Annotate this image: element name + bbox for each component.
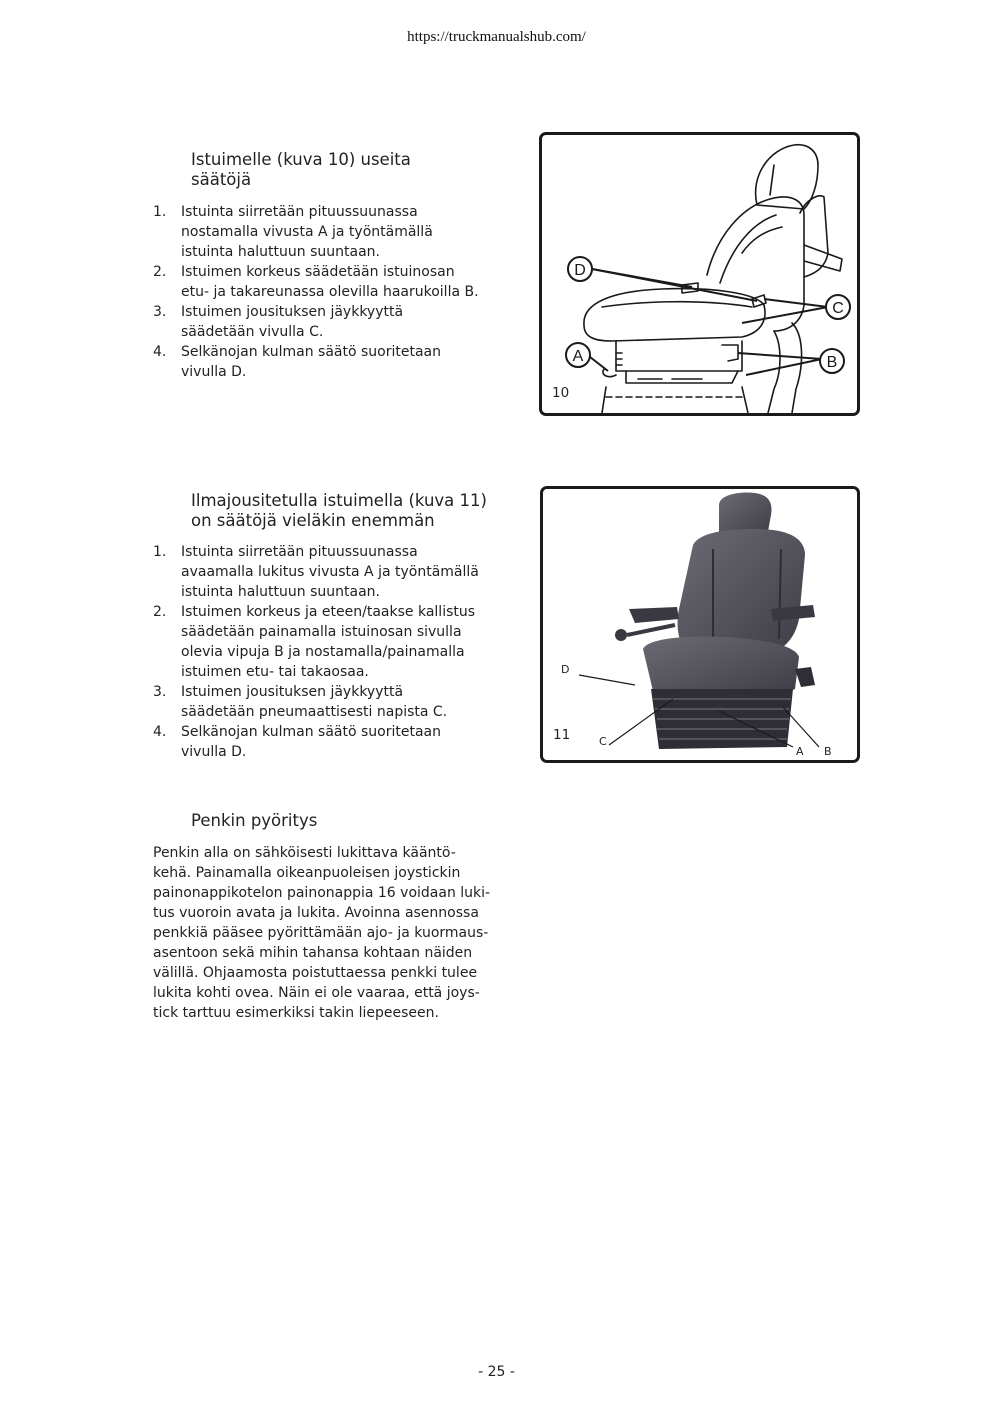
list-item-number: 4.: [153, 724, 167, 740]
list-item-line: olevia vipuja B ja nostamalla/painamalla: [181, 644, 465, 660]
list-item: [153, 722, 479, 762]
list-item-line: Istuimen korkeus säädetään istuinosan: [181, 264, 455, 280]
paragraph-line: asentoon sekä mihin tahansa kohtaan näiden: [153, 945, 473, 961]
list-item: [153, 682, 479, 722]
list-item-line: säädetään painamalla istuinosan sivulla: [181, 624, 462, 640]
paragraph-line: Penkin alla on sähköisesti lukittava kääntö-: [153, 845, 456, 861]
section1-list: [153, 202, 479, 382]
list-item-line: Istuimen jousituksen jäykkyyttä: [181, 304, 404, 320]
paragraph-line: välillä. Ohjaamosta poistuttaessa penkki tulee: [153, 965, 478, 981]
section3-heading: Penkin pyöritys: [191, 811, 318, 830]
list-item-number: 1.: [153, 204, 167, 220]
list-item-line: istuinta haluttuun suuntaan.: [181, 244, 380, 260]
figure10-label-d: D: [574, 262, 586, 279]
section2-heading-line2: on säätöjä vieläkin enemmän: [191, 511, 435, 530]
seat-line-drawing: [542, 135, 857, 413]
list-item-line: Selkänojan kulman säätö suoritetaan: [181, 344, 441, 360]
figure11-label-b: B: [824, 745, 832, 758]
paragraph-line: painonappikotelon painonappia 16 voidaan luki-: [153, 885, 491, 901]
list-item-line: säädetään pneumaattisesti napista C.: [181, 704, 448, 720]
paragraph-line: tick tarttuu esimerkiksi takin liepeeseen.: [153, 1005, 439, 1021]
figure11-label-d: D: [561, 663, 570, 676]
air-suspended-seat-image: [543, 489, 857, 760]
source-url: https://truckmanualshub.com/: [407, 29, 586, 45]
list-item-number: 3.: [153, 684, 167, 700]
section2-heading-line1: Ilmajousitetulla istuimella (kuva 11): [191, 491, 487, 510]
list-item-line: Istuimen jousituksen jäykkyyttä: [181, 684, 404, 700]
figure11-label-c: C: [599, 735, 607, 748]
list-item-line: avaamalla lukitus vivusta A ja työntämällä: [181, 564, 479, 580]
section2-heading: [191, 491, 487, 531]
list-item-line: vivulla D.: [181, 364, 247, 380]
figure11-number: 11: [553, 727, 571, 743]
paragraph-line: tus vuoroin avata ja lukita. Avoinna asennossa: [153, 905, 479, 921]
figure11-label-a: A: [796, 745, 804, 758]
list-item: [153, 602, 479, 682]
list-item-number: 1.: [153, 544, 167, 560]
section1-heading-line2: säätöjä: [191, 170, 252, 189]
list-item-line: istuimen etu- tai takaosaa.: [181, 664, 369, 680]
list-item-number: 2.: [153, 604, 167, 620]
list-item-line: Selkänojan kulman säätö suoritetaan: [181, 724, 441, 740]
paragraph-line: kehä. Painamalla oikeanpuoleisen joystickin: [153, 865, 461, 881]
figure-11: [540, 486, 860, 763]
list-item-line: vivulla D.: [181, 744, 247, 760]
list-item-line: nostamalla vivusta A ja työntämällä: [181, 224, 433, 240]
list-item-line: etu- ja takareunassa olevilla haarukoilla B.: [181, 284, 479, 300]
list-item-number: 4.: [153, 344, 167, 360]
list-item-line: Istuinta siirretään pituussuunassa: [181, 204, 418, 220]
section1-heading: [191, 150, 411, 190]
section2-list: [153, 542, 479, 762]
figure10-number: 10: [552, 385, 570, 401]
section1-heading-line1: Istuimelle (kuva 10) useita: [191, 150, 411, 169]
figure10-label-c: C: [832, 300, 844, 317]
paragraph-line: penkkiä pääsee pyörittämään ajo- ja kuormaus-: [153, 925, 489, 941]
list-item: [153, 342, 479, 382]
list-item-number: 2.: [153, 264, 167, 280]
list-item: [153, 262, 479, 302]
list-item-line: säädetään vivulla C.: [181, 324, 324, 340]
section3-paragraph: [153, 843, 511, 1023]
figure10-label-b: B: [826, 354, 838, 371]
list-item: [153, 542, 479, 602]
list-item-line: Istuimen korkeus ja eteen/taakse kallistus: [181, 604, 476, 620]
list-item: [153, 302, 479, 342]
figure10-label-a: A: [572, 348, 584, 365]
page-number: - 25 -: [478, 1364, 515, 1380]
paragraph-line: lukita kohti ovea. Näin ei ole vaaraa, että joys-: [153, 985, 480, 1001]
list-item: [153, 202, 479, 262]
list-item-line: Istuinta siirretään pituussuunassa: [181, 544, 418, 560]
figure-10: [539, 132, 860, 416]
list-item-line: istuinta haluttuun suuntaan.: [181, 584, 380, 600]
list-item-number: 3.: [153, 304, 167, 320]
